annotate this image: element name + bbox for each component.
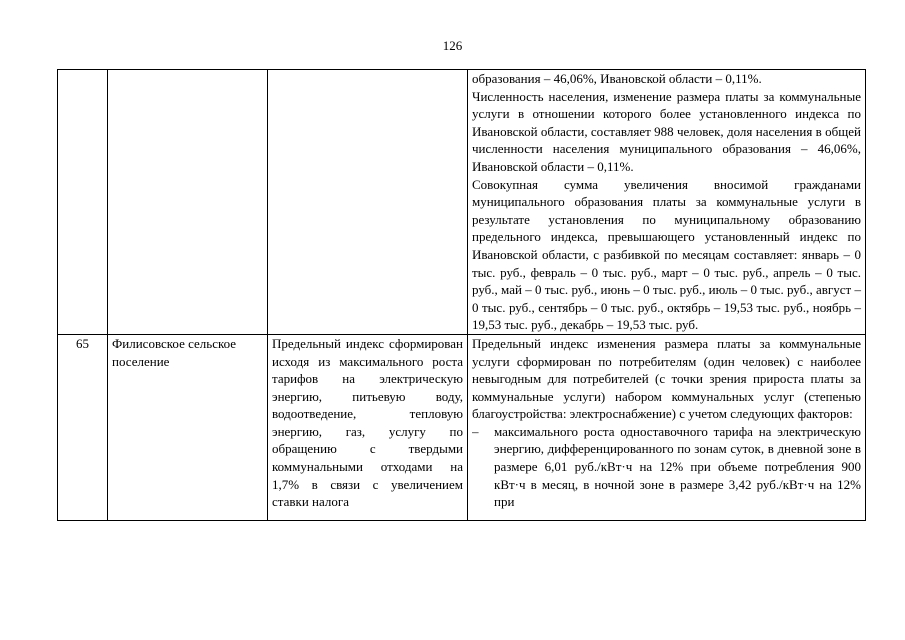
row1-paragraph: Численность населения, изменение размера платы за коммунальные услуги в отношении которого более установленного индекса по Ивановской области, составляет 988 человек, доля населения в общей численности населения муниципального образования – 46,06%, Ивановской области – 0,11%. (472, 88, 861, 174)
table-row (58, 334, 866, 520)
factors-list (472, 423, 861, 511)
row2-details-cell (468, 334, 866, 520)
row1-paragraph: Совокупная сумма увеличения вносимой гражданами муниципального образования платы за коммунальные услуги в результате установления по муниципальному образованию предельного индекса, превышающего установленный индекс по Ивановской области, с разбивкой по месяцам составляет: январь – 0 тыс. руб., февраль – 0 тыс. руб., март – 0 тыс. руб., апрель – 0 тыс. руб., май – 0 тыс. руб., июнь – 0 тыс. руб., июль – 0 тыс. руб., август – 0 тыс. руб., сентябрь – 0 тыс. руб., октябрь – 19,53 тыс. руб., ноябрь – 19,53 тыс. руб., декабрь – 19,53 тыс. руб. (472, 176, 861, 333)
row1-details-cell (468, 70, 866, 335)
row2-description-cell (268, 334, 468, 520)
list-item-text: максимального роста одноставочного тарифа на электрическую энергию, дифференцированного по зонам суток, в дневной зоне в размере 6,01 руб./кВт·ч на 12% при объеме потребления 900 кВт·ч в месяц, в ночной зоне в размере 3,42 руб./кВт·ч на 12% при (494, 423, 861, 510)
list-dash: – (472, 423, 479, 439)
page-number: 126 (442, 38, 463, 53)
index-formation-intro: Предельный индекс изменения размера платы за коммунальные услуги сформирован по потребителям (один человек) с наиболее невыгодным для потребителей (с точки зрения прироста платы за коммунальные услуги) набором коммунальных услуг (степенью благоустройства: электроснабжение) с учетом следующих факторов: (472, 335, 861, 422)
row1-paragraph: образования – 46,06%, Ивановской области – 0,11%. (472, 71, 762, 86)
data-table (57, 69, 866, 521)
index-description: Предельный индекс сформирован исходя из максимального роста тарифов на электрическую энергию, питьевую воду, водоотведение, тепловую энергию, газ, услугу по обращению с твердыми коммунальными отходами на 1,7% в связи с увеличением ставки налога (272, 335, 463, 510)
row-number: 65 (58, 334, 108, 520)
row1-name-cell (108, 70, 268, 335)
row1-number-cell (58, 70, 108, 335)
list-item (472, 423, 861, 511)
municipality-name: Филисовское сельское поселение (108, 334, 268, 520)
table-row (58, 70, 866, 335)
row1-description-cell (268, 70, 468, 335)
